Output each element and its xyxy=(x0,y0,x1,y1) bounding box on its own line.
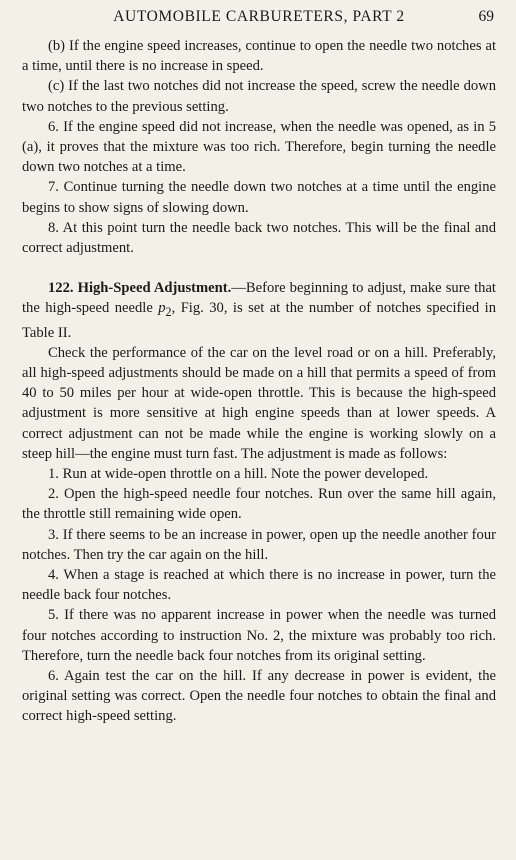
section-paragraph xyxy=(22,278,496,343)
section-title: High-Speed Adjustment. xyxy=(77,280,232,297)
page-body xyxy=(22,36,496,727)
section-intro-start: —Before beginning to adjust, make sure that the high-speed needle xyxy=(22,280,496,317)
paragraph: 7. Continue turning the needle down two notches at a time until the engine begins to show signs of slowing down. xyxy=(22,179,496,216)
page-header xyxy=(22,8,496,30)
paragraph: 1. Run at wide-open throttle on a hill. Note the power developed. xyxy=(48,465,429,482)
paragraph: 6. Again test the car on the hill. If any decrease in power is evident, the original setting was correct. Open the needle four notches to obtain the final and correct high-speed setting. xyxy=(22,668,496,725)
paragraph: 2. Open the high-speed needle four notches. Run over the same hill again, the throttle still remaining wide open. xyxy=(22,486,496,523)
paragraph: 4. When a stage is reached at which there is no increase in power, turn the needle back four notches. xyxy=(22,566,496,604)
page-number: 69 xyxy=(478,8,494,25)
paragraph: 3. If there seems to be an increase in power, open up the needle another four notches. Then try the car again on the hill. xyxy=(22,526,496,563)
needle-symbol: p xyxy=(158,300,166,317)
paragraph: (b) If the engine speed increases, continue to open the needle two notches at a time, until there is no increase in speed. xyxy=(22,38,496,75)
running-title: AUTOMOBILE CARBURETERS, PART 2 xyxy=(113,8,405,25)
section-number: 122. xyxy=(48,280,74,297)
section-gap xyxy=(22,258,496,278)
paragraph: 5. If there was no apparent increase in power when the needle was turned four notches according to instruction No. 2, the mixture was probably too rich. Therefore, turn the needle back four notches from its original setting. xyxy=(22,607,496,664)
paragraph: (c) If the last two notches did not increase the speed, screw the needle down two notches to the previous setting. xyxy=(22,78,496,115)
paragraph: 8. At this point turn the needle back two notches. This will be the final and correct adjustment. xyxy=(22,219,496,257)
paragraph: Check the performance of the car on the level road or on a hill. Preferably, all high-speed adjustments should be made on a hill that permits a speed of from 40 to 50 miles per hour at wide-open throttle. This is because the high-speed adjustment is more sensitive at high engine speeds than at lower speeds. A correct adjustment can not be made while the engine is working slowly on a steep hill—the engine must turn fast. The adjustment is made as follows: xyxy=(22,344,496,462)
paragraph: 6. If the engine speed did not increase, when the needle was opened, as in 5 (a), it proves that the mixture was too rich. Therefore, begin turning the needle down two notches at a time. xyxy=(22,118,496,176)
needle-subscript: 2 xyxy=(165,305,172,320)
section-intro-end: , Fig. 30, is set at the number of notches specified in Table II. xyxy=(22,300,496,341)
